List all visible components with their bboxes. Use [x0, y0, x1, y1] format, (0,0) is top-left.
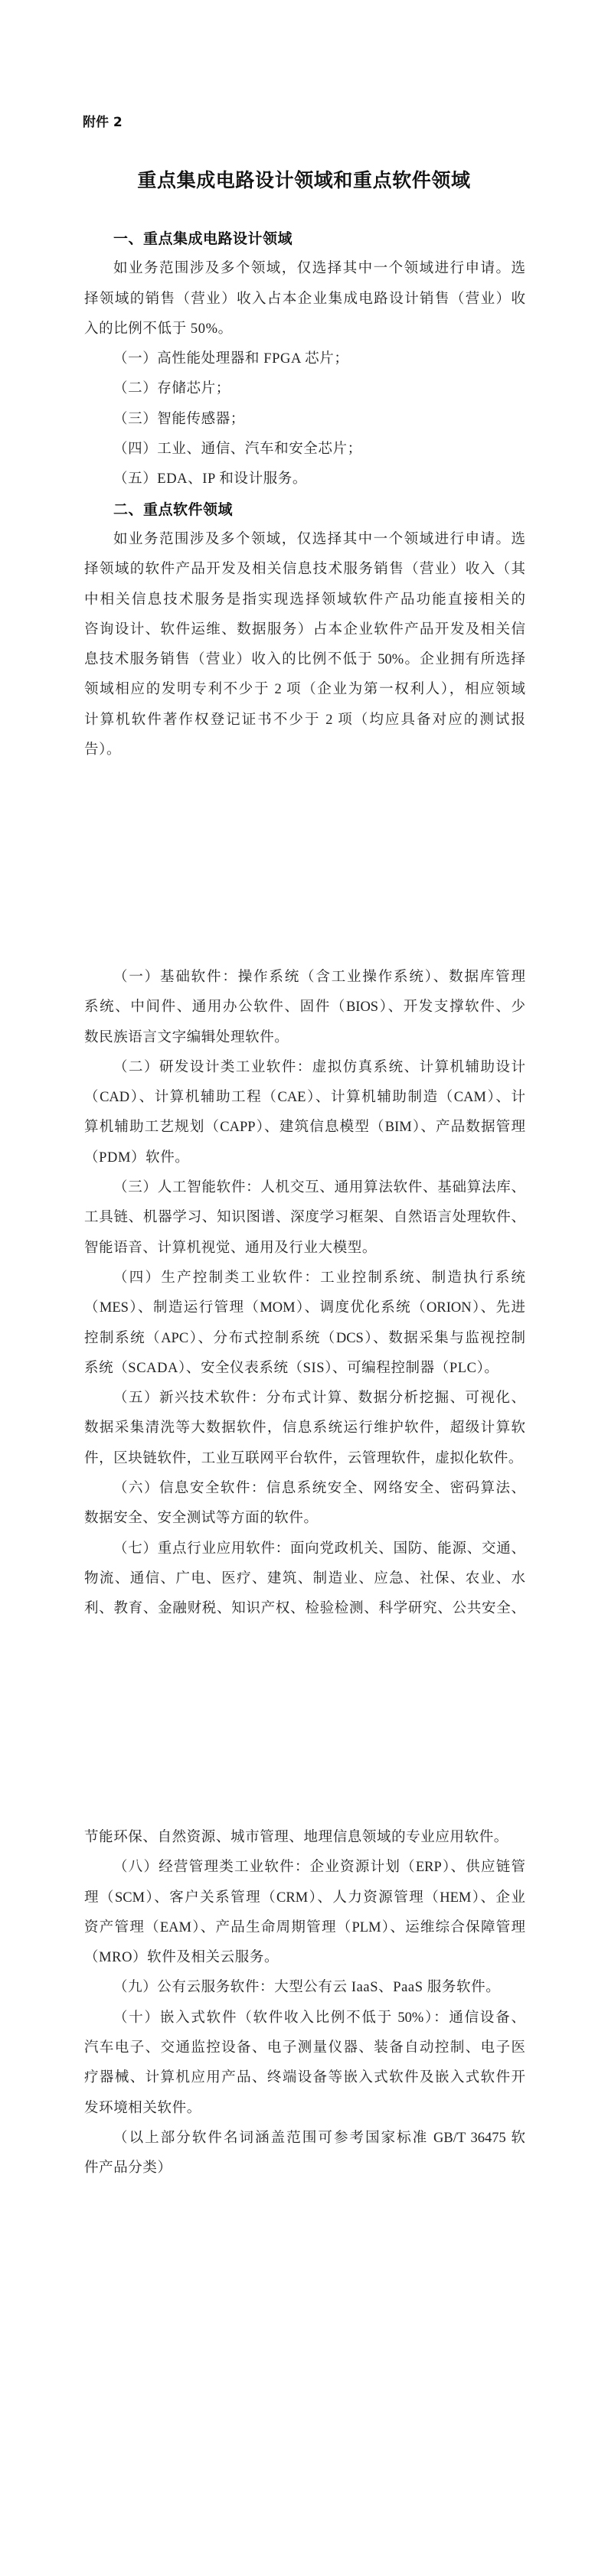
paragraph	[84, 344, 525, 374]
text-line: （MRO）软件及相关云服务。	[84, 1950, 279, 1966]
text-line: 节能环保、自然资源、城市管理、地理信息领域的专业应用软件。	[84, 1830, 508, 1845]
text-line: （十）嵌入式软件（软件收入比例不低于 50%）：通信设备、	[113, 2010, 525, 2026]
text-line: 中相关信息技术服务是指实现选择领域软件产品功能直接相关的	[84, 592, 525, 608]
text-line: 择领域的销售（营业）收入占本企业集成电路设计销售（营业）收	[84, 291, 525, 307]
text-line: 发环境相关软件。	[84, 2100, 201, 2116]
paragraph	[84, 1823, 525, 1853]
section-heading	[84, 495, 525, 525]
text-line: （七）重点行业应用软件：面向党政机关、国防、能源、交通、	[113, 1541, 525, 1557]
text-line: 件产品分类）	[84, 2160, 172, 2177]
paragraph	[84, 1853, 525, 1973]
text-line: 件，区块链软件，工业互联网平台软件，云管理软件，虚拟化软件。	[84, 1450, 524, 1466]
paragraph	[84, 1173, 525, 1264]
text-line: 计算机软件著作权登记证书不少于 2 项（均应具备对应的测试报	[84, 712, 525, 728]
text-line: 系统、中间件、通用办公软件、固件（BIOS）、开发支撑软件、少	[84, 999, 525, 1016]
text-line: 数据采集清洗等大数据软件，信息系统运行维护软件，超级计算软	[84, 1420, 525, 1436]
text-line: （五）EDA、IP 和设计服务。	[113, 471, 308, 487]
text-line: （二）研发设计类工业软件：虚拟仿真系统、计算机辅助设计	[113, 1059, 525, 1075]
page-section-2	[84, 963, 525, 1625]
text-line: （一）高性能处理器和 FPGA 芯片；	[113, 351, 349, 367]
paragraph	[84, 2124, 525, 2184]
text-line: 数民族语言文字编辑处理软件。	[84, 1029, 289, 1045]
text-line: 疗器械、计算机应用产品、终端设备等嵌入式软件及嵌入式软件开	[84, 2070, 525, 2086]
page-section-3	[84, 1823, 525, 2184]
paragraph	[84, 435, 525, 465]
text-line: 入的比例不低于 50%。	[84, 321, 233, 337]
paragraph	[84, 374, 525, 404]
paragraph	[84, 1264, 525, 1384]
paragraph	[84, 254, 525, 344]
text-line: （六）信息安全软件：信息系统安全、网络安全、密码算法、	[113, 1481, 525, 1497]
text-line: 择领域的软件产品开发及相关信息技术服务销售（营业）收入（其	[84, 562, 525, 578]
text-line: 二、重点软件领域	[113, 501, 234, 518]
paragraph	[84, 405, 525, 435]
text-line: 工具链、机器学习、知识图谱、深度学习框架、自然语言处理软件、	[84, 1210, 525, 1226]
paragraph	[84, 1053, 525, 1173]
text-line: （四）生产控制类工业软件：工业控制系统、制造执行系统	[113, 1270, 525, 1286]
text-line: （四）工业、通信、汽车和安全芯片；	[113, 442, 362, 458]
text-line: 算机辅助工艺规划（CAPP）、建筑信息模型（BIM）、产品数据管理	[84, 1120, 525, 1136]
text-line: 息技术服务销售（营业）收入的比例不低于 50%。企业拥有所选择	[84, 652, 525, 668]
paragraph	[84, 1973, 525, 2003]
text-line: 控制系统（APC）、分布式控制系统（DCS）、数据采集与监视控制	[84, 1330, 525, 1346]
document-title: 重点集成电路设计领域和重点软件领域	[137, 171, 471, 191]
section-heading	[84, 224, 525, 254]
text-line: 系统（SCADA）、安全仪表系统（SIS）、可编程控制器（PLC）。	[84, 1360, 499, 1376]
text-line: （以上部分软件名词涵盖范围可参考国家标准 GB/T 36475 软	[113, 2130, 525, 2146]
paragraph	[84, 1534, 525, 1625]
text-line: （PDM）软件。	[84, 1149, 190, 1166]
text-line: 一、重点集成电路设计领域	[113, 230, 293, 247]
text-line: （CAD）、计算机辅助工程（CAE）、计算机辅助制造（CAM）、计	[84, 1090, 525, 1106]
text-line: （八）经营管理类工业软件：企业资源计划（ERP）、供应链管	[113, 1860, 525, 1876]
text-line: （一）基础软件：操作系统（含工业操作系统）、数据库管理	[113, 970, 525, 985]
text-line: （五）新兴技术软件：分布式计算、数据分析挖掘、可视化、	[113, 1391, 525, 1407]
text-line: 数据安全、安全测试等方面的软件。	[84, 1511, 319, 1527]
paragraph	[84, 1384, 525, 1474]
text-line: 汽车电子、交通监控设备、电子测量仪器、装备自动控制、电子医	[84, 2040, 525, 2056]
paragraph	[84, 465, 525, 494]
text-line: 告）。	[84, 742, 122, 758]
text-line: 如业务范围涉及多个领域，仅选择其中一个领域进行申请。选	[113, 531, 525, 547]
text-line: （MES）、制造运行管理（MOM）、调度优化系统（ORION）、先进	[84, 1300, 525, 1316]
text-line: 咨询设计、软件运维、数据服务）占本企业软件产品开发及相关信	[84, 621, 525, 637]
annex-label: 附件 2	[83, 115, 123, 130]
text-line: 智能语音、计算机视觉、通用及行业大模型。	[84, 1240, 378, 1256]
text-line: （二）存储芯片；	[113, 381, 230, 397]
paragraph	[84, 525, 525, 765]
text-line: 领域相应的发明专利不少于 2 项（企业为第一权利人），相应领域	[84, 682, 525, 698]
text-line: 物流、通信、广电、医疗、建筑、制造业、应急、社保、农业、水	[84, 1570, 525, 1586]
paragraph	[84, 2004, 525, 2124]
page-section-1	[84, 224, 525, 765]
text-line: 理（SCM）、客户关系管理（CRM）、人力资源管理（HEM）、企业	[84, 1890, 525, 1906]
text-line: （三）智能传感器；	[113, 411, 245, 427]
text-line: 资产管理（EAM）、产品生命周期管理（PLM）、运维综合保障管理	[84, 1919, 525, 1935]
paragraph	[84, 963, 525, 1053]
text-line: （三）人工智能软件：人机交互、通用算法软件、基础算法库、	[113, 1180, 525, 1196]
text-line: （九）公有云服务软件：大型公有云 IaaS、PaaS 服务软件。	[113, 1980, 501, 1996]
text-line: 如业务范围涉及多个领域，仅选择其中一个领域进行申请。选	[113, 261, 525, 277]
paragraph	[84, 1474, 525, 1534]
text-line: 利、教育、金融财税、知识产权、检验检测、科学研究、公共安全、	[84, 1601, 525, 1617]
